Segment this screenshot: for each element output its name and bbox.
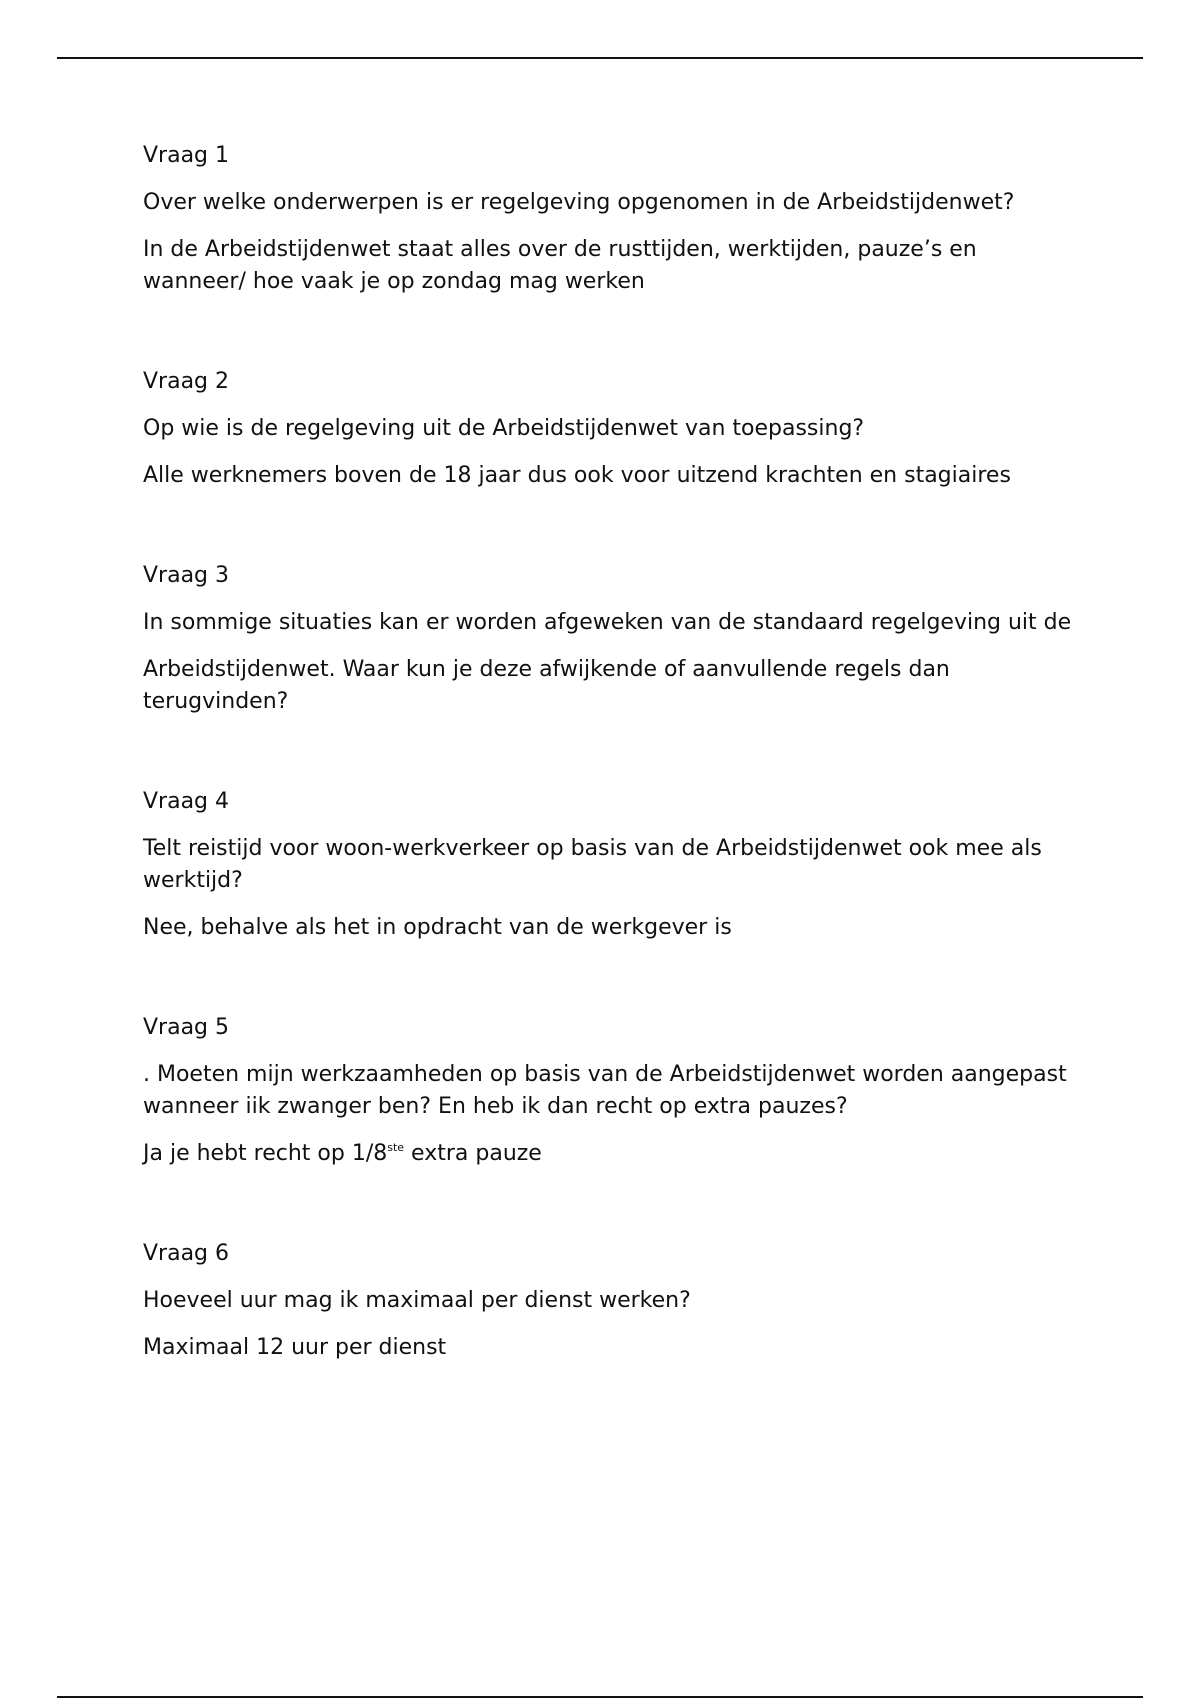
question-4-text: Telt reistijd voor woon-werkverkeer op basis van de Arbeidstijdenwet ook mee als werktijd? bbox=[143, 836, 1042, 893]
question-6-text: Hoeveel uur mag ik maximaal per dienst werken? bbox=[143, 1288, 691, 1313]
question-4 bbox=[143, 786, 1073, 944]
question-6-answer: Maximaal 12 uur per dienst bbox=[143, 1335, 447, 1360]
question-5-text: . Moeten mijn werkzaamheden op basis van de Arbeidstijdenwet worden aangepast wanneer iik zwanger ben? En heb ik dan recht op extra pauzes? bbox=[143, 1062, 1067, 1119]
question-1-title: Vraag 1 bbox=[143, 143, 230, 168]
question-5 bbox=[143, 1012, 1073, 1170]
question-5-answer-main: Ja je hebt recht op 1/8 bbox=[143, 1141, 388, 1166]
question-1-answer: In de Arbeidstijdenwet staat alles over de rusttijden, werktijden, pauze’s en wanneer/ hoe vaak je op zondag mag werken bbox=[143, 237, 977, 294]
question-5-answer-end: extra pauze bbox=[404, 1141, 542, 1166]
question-2 bbox=[143, 366, 1073, 492]
document-body bbox=[143, 140, 1073, 1364]
question-4-answer: Nee, behalve als het in opdracht van de werkgever is bbox=[143, 915, 732, 940]
question-3-text: In sommige situaties kan er worden afgeweken van de standaard regelgeving uit de bbox=[143, 610, 1072, 635]
question-2-title: Vraag 2 bbox=[143, 369, 230, 394]
question-1-text: Over welke onderwerpen is er regelgeving opgenomen in de Arbeidstijdenwet? bbox=[143, 190, 1015, 215]
question-3-title: Vraag 3 bbox=[143, 563, 230, 588]
question-4-title: Vraag 4 bbox=[143, 789, 230, 814]
question-2-text: Op wie is de regelgeving uit de Arbeidstijdenwet van toepassing? bbox=[143, 416, 865, 441]
question-5-title: Vraag 5 bbox=[143, 1015, 230, 1040]
question-1 bbox=[143, 140, 1073, 298]
question-3 bbox=[143, 560, 1073, 718]
question-6 bbox=[143, 1238, 1073, 1364]
top-rule bbox=[57, 57, 1143, 59]
question-3-text-continued: Arbeidstijdenwet. Waar kun je deze afwijkende of aanvullende regels dan terugvinden? bbox=[143, 657, 950, 714]
question-6-title: Vraag 6 bbox=[143, 1241, 230, 1266]
question-5-answer bbox=[143, 1138, 1073, 1170]
question-2-answer: Alle werknemers boven de 18 jaar dus ook voor uitzend krachten en stagiaires bbox=[143, 463, 1011, 488]
bottom-rule bbox=[57, 1696, 1143, 1698]
question-5-answer-superscript: ste bbox=[387, 1141, 405, 1154]
